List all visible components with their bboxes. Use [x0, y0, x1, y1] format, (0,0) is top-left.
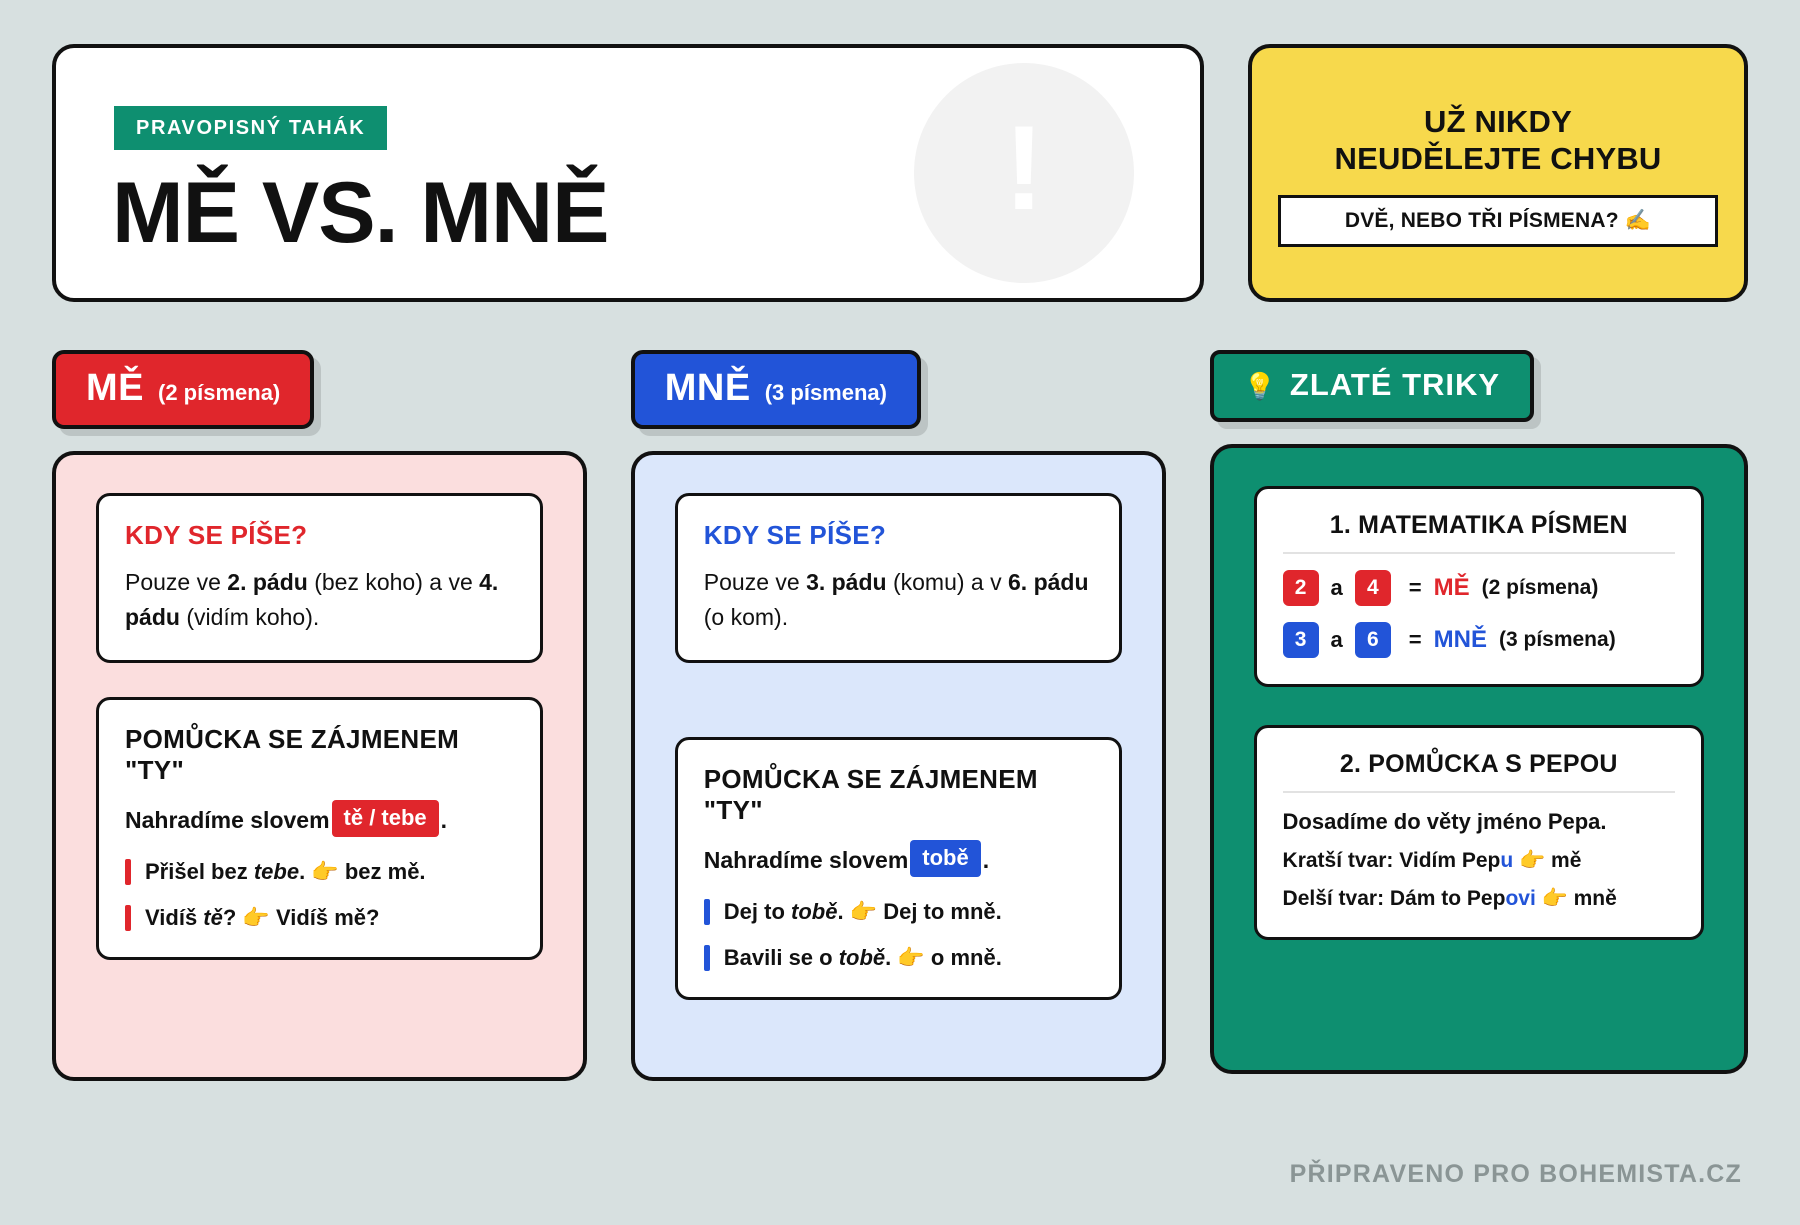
- bullet-bar-icon: [125, 905, 131, 931]
- math-note-mne: (3 písmena): [1498, 628, 1616, 651]
- column-header-me: [52, 350, 314, 429]
- callout-line-1: UŽ NIKDY: [1424, 103, 1572, 139]
- callout-heading: [1278, 103, 1718, 177]
- callout-subtitle: DVĚ, NEBO TŘI PÍSMENA? ✍️: [1278, 195, 1718, 247]
- mne-replace-pre: Nahradíme slovem: [703, 847, 909, 873]
- me-ex2-pre: Vidíš: [145, 905, 204, 930]
- math-note-me: (2 písmena): [1481, 576, 1599, 599]
- math-equals-1: =: [1408, 575, 1422, 600]
- page-title: MĚ VS. MNĚ: [112, 165, 609, 261]
- pointing-hand-icon: 👉: [897, 945, 925, 970]
- column-tricks: [1210, 350, 1748, 1081]
- column-me: [52, 350, 587, 1081]
- mne-when-t1: Pouze ve: [703, 569, 807, 595]
- mne-ex1-italic: tobě: [791, 899, 838, 924]
- mne-ex1-post: Dej to mně.: [877, 899, 1002, 924]
- exclamation-circle: [914, 63, 1134, 283]
- bullet-bar-icon: [704, 945, 710, 971]
- column-header-mne-word: MNĚ: [664, 367, 751, 409]
- mne-ex2-pre: Bavili se o: [723, 945, 839, 970]
- column-header-me-count: (2 písmena): [158, 380, 281, 405]
- me-ex1-pre: Přišel bez: [145, 859, 254, 884]
- me-when-t2: (bez koho) a ve: [307, 569, 480, 595]
- pointing-hand-icon: 👉: [1519, 849, 1546, 872]
- card-me-when-title: KDY SE PÍŠE?: [125, 520, 308, 550]
- column-mne: [631, 350, 1166, 1081]
- column-header-tricks-label: ZLATÉ TRIKY: [1289, 367, 1501, 402]
- callout-card: [1248, 44, 1748, 302]
- mne-ex1-pre: Dej to: [723, 899, 791, 924]
- pepa-short-pre: Kratší tvar: Vidím Pep: [1282, 849, 1501, 872]
- example-mne-2: [704, 945, 1093, 971]
- top-row: [52, 44, 1748, 302]
- card-mne-replace: [704, 842, 1093, 879]
- pepa-long-form: [1283, 887, 1675, 911]
- math-row-me: [1283, 570, 1675, 606]
- numbox-2: 2: [1283, 570, 1319, 606]
- math-row-mne: [1283, 622, 1675, 658]
- me-replace-pre: Nahradíme slovem: [125, 807, 330, 833]
- me-ex2-mid: ?: [222, 905, 243, 930]
- me-ex1-mid: .: [299, 859, 312, 884]
- numbox-6: 6: [1355, 622, 1391, 658]
- math-result-mne: MNĚ: [1433, 626, 1487, 653]
- card-mne-tip-title: POMŮCKA SE ZÁJMENEM "TY": [703, 764, 1038, 825]
- panel-mne: [631, 451, 1166, 1081]
- example-mne-1: [704, 899, 1093, 925]
- pointing-hand-icon: 👉: [849, 899, 878, 924]
- mne-ex1-mid: .: [837, 899, 850, 924]
- mne-when-b2: 6. pádu: [1008, 569, 1089, 595]
- card-me-when-text: [125, 565, 514, 634]
- math-result-me: MĚ: [1433, 574, 1470, 601]
- me-when-t3: (vidím koho).: [179, 603, 320, 630]
- math-conj-2: a: [1330, 627, 1343, 652]
- column-header-tricks: [1210, 350, 1535, 422]
- me-ex1-post: bez mě.: [338, 859, 426, 884]
- badge-pravopisny-tahak: PRAVOPISNÝ TAHÁK: [114, 106, 387, 150]
- chip-te-tebe: tě / tebe: [332, 800, 439, 837]
- mne-when-t2: (komu) a v: [886, 569, 1008, 595]
- numbox-4: 4: [1355, 570, 1391, 606]
- title-card: [52, 44, 1204, 302]
- card-me-when: [96, 493, 543, 663]
- pepa-long-post: mně: [1567, 887, 1617, 910]
- column-header-mne-count: (3 písmena): [764, 380, 887, 405]
- card-trick-pepa-title: 2. POMŮCKA S PEPOU: [1283, 750, 1675, 793]
- me-when-t1: Pouze ve: [125, 569, 228, 595]
- card-mne-when-title: KDY SE PÍŠE?: [703, 520, 887, 550]
- column-header-me-word: MĚ: [86, 367, 144, 409]
- pepa-short-form: [1283, 849, 1675, 873]
- mne-replace-post: .: [982, 847, 990, 873]
- mne-when-t3: (o kom).: [703, 603, 789, 630]
- pepa-intro: Dosadíme do věty jméno Pepa.: [1282, 809, 1607, 834]
- pepa-short-highlight: u: [1500, 849, 1514, 872]
- example-me-1: [125, 859, 514, 885]
- card-trick-math-title: 1. MATEMATIKA PÍSMEN: [1283, 511, 1675, 554]
- panel-me: [52, 451, 587, 1081]
- mne-ex2-mid: .: [885, 945, 898, 970]
- card-mne-tip: [675, 737, 1122, 1000]
- pointing-hand-icon: 👉: [1541, 887, 1568, 910]
- me-ex2-italic: tě: [203, 905, 223, 930]
- me-when-b2: 4. pádu: [125, 569, 499, 630]
- lightbulb-icon: 💡: [1243, 371, 1276, 401]
- card-me-tip-title: POMŮCKA SE ZÁJMENEM "TY": [125, 724, 460, 785]
- me-ex2-post: Vidíš mě?: [269, 905, 380, 930]
- callout-line-2: NEUDĚLEJTE CHYBU: [1334, 141, 1662, 176]
- example-me-2: [125, 905, 514, 931]
- pepa-long-highlight: ovi: [1505, 887, 1536, 910]
- pointing-hand-icon: 👉: [242, 905, 270, 930]
- pepa-short-post: mě: [1545, 849, 1582, 872]
- me-when-b1: 2. pádu: [227, 569, 308, 595]
- chip-tobe: tobě: [910, 840, 980, 877]
- card-trick-math: [1254, 486, 1704, 687]
- bullet-bar-icon: [704, 899, 710, 925]
- math-equals-2: =: [1408, 627, 1422, 652]
- pepa-long-pre: Delší tvar: Dám to Pep: [1282, 887, 1506, 910]
- columns: [52, 350, 1748, 1081]
- math-conj-1: a: [1330, 575, 1343, 600]
- card-trick-pepa: [1254, 725, 1704, 940]
- panel-tricks: [1210, 444, 1748, 1074]
- bullet-bar-icon: [125, 859, 131, 885]
- card-mne-when: [675, 493, 1122, 663]
- card-mne-when-text: [704, 565, 1093, 634]
- me-replace-post: .: [440, 807, 448, 833]
- card-me-tip: [96, 697, 543, 960]
- card-me-replace: [125, 802, 514, 839]
- exclamation-icon: !: [1004, 101, 1044, 235]
- mne-ex2-post: o mně.: [924, 945, 1002, 970]
- mne-ex2-italic: tobě: [838, 945, 886, 970]
- numbox-3: 3: [1283, 622, 1319, 658]
- footer-credit: PŘIPRAVENO PRO BOHEMISTA.CZ: [1289, 1160, 1742, 1188]
- mne-when-b1: 3. pádu: [806, 569, 887, 595]
- me-ex1-italic: tebe: [253, 859, 300, 884]
- column-header-mne: [631, 350, 921, 429]
- pointing-hand-icon: 👉: [311, 859, 339, 884]
